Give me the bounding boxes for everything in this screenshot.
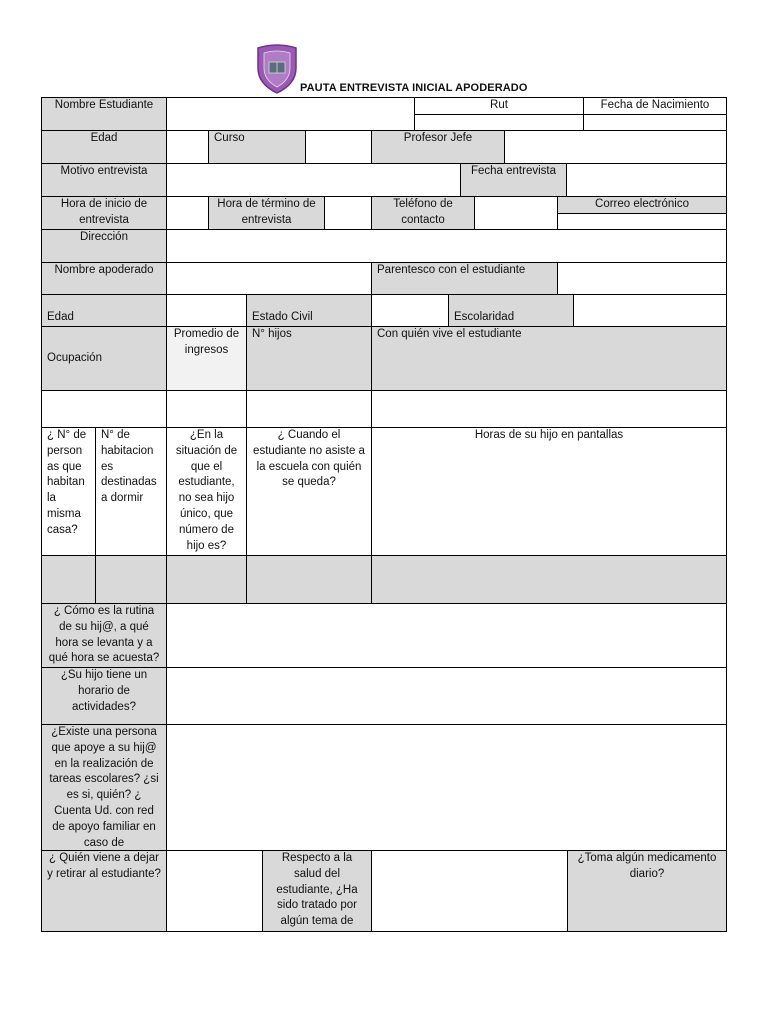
field-escolaridad[interactable] (573, 294, 727, 327)
field-profesor-jefe[interactable] (504, 130, 727, 164)
label-ocupacion: Ocupación (41, 326, 167, 391)
label-no-asiste: ¿ Cuando el estudiante no asiste a la escuela con quién se queda? (246, 427, 372, 556)
field-hora-termino[interactable] (324, 196, 372, 230)
field-no-asiste[interactable] (246, 555, 372, 604)
field-correo[interactable] (557, 213, 727, 230)
field-curso[interactable] (305, 130, 372, 164)
label-correo: Correo electrónico (557, 196, 727, 214)
label-hijo-unico: ¿En la situación de que el estudiante, no sea hijo único, que número de hijo es? (166, 427, 247, 556)
label-promedio-ingresos: Promedio de ingresos (166, 326, 247, 391)
field-nombre-apoderado[interactable] (166, 262, 372, 295)
label-curso: Curso (208, 130, 306, 164)
field-salud[interactable] (371, 850, 568, 932)
label-direccion: Dirección (41, 229, 167, 263)
page-title: PAUTA ENTREVISTA INICIAL APODERADO (300, 82, 528, 94)
field-nombre-estudiante[interactable] (166, 97, 415, 131)
field-fecha-nacimiento[interactable] (583, 114, 727, 131)
field-n-habitaciones[interactable] (95, 555, 167, 604)
label-escolaridad: Escolaridad (448, 294, 574, 327)
field-motivo-entrevista[interactable] (166, 163, 461, 197)
label-profesor-jefe: Profesor Jefe (371, 130, 505, 164)
field-con-quien-vive[interactable] (371, 390, 727, 428)
label-nombre-estudiante: Nombre Estudiante (41, 97, 167, 131)
field-hijo-unico[interactable] (166, 555, 247, 604)
label-telefono: Teléfono de contacto (371, 196, 475, 230)
label-estado-civil: Estado Civil (246, 294, 372, 327)
label-quien-retira: ¿ Quién viene a dejar y retirar al estudiante? (41, 850, 167, 932)
field-rut[interactable] (414, 114, 584, 131)
label-rut: Rut (414, 97, 584, 115)
label-fecha-nacimiento: Fecha de Nacimiento (583, 97, 727, 115)
label-n-hijos: N° hijos (246, 326, 372, 391)
field-estado-civil[interactable] (371, 294, 449, 327)
label-con-quien-vive: Con quién vive el estudiante (371, 326, 727, 391)
field-hora-inicio[interactable] (166, 196, 209, 230)
field-quien-retira[interactable] (166, 850, 263, 932)
label-edad-apoderado: Edad (41, 294, 167, 327)
field-edad[interactable] (166, 130, 209, 164)
label-hora-inicio: Hora de inicio de entrevista (41, 196, 167, 230)
field-edad-apoderado[interactable] (166, 294, 247, 327)
label-n-personas: ¿ N° de person as que habitan la misma casa? (41, 427, 96, 556)
field-direccion[interactable] (166, 229, 727, 263)
field-horario-actividades[interactable] (166, 667, 727, 725)
field-ocupacion[interactable] (41, 390, 167, 428)
label-nombre-apoderado: Nombre apoderado (41, 262, 167, 295)
school-shield-icon (256, 44, 298, 94)
field-horas-pantallas[interactable] (371, 555, 727, 604)
label-n-habitaciones: N° de habitacion es destinadas a dormir (95, 427, 167, 556)
label-edad: Edad (41, 130, 167, 164)
field-rutina[interactable] (166, 603, 727, 668)
label-hora-termino: Hora de término de entrevista (208, 196, 325, 230)
label-salud: Respecto a la salud del estudiante, ¿Ha sido tratado por algún tema de (262, 850, 372, 932)
field-fecha-entrevista[interactable] (566, 163, 727, 197)
field-telefono[interactable] (474, 196, 558, 230)
label-apoyo: ¿Existe una persona que apoye a su hij@ en la realización de tareas escolares? ¿si es si, quién? ¿ Cuenta Ud. con red de apoyo familiar en caso de (41, 724, 167, 851)
label-parentesco: Parentesco con el estudiante (371, 262, 558, 295)
label-motivo-entrevista: Motivo entrevista (41, 163, 167, 197)
label-medicamento: ¿Toma algún medicamento diario? (567, 850, 727, 932)
label-horas-pantallas: Horas de su hijo en pantallas (371, 427, 727, 556)
label-horario-actividades: ¿Su hijo tiene un horario de actividades? (41, 667, 167, 725)
field-parentesco[interactable] (557, 262, 727, 295)
field-n-personas[interactable] (41, 555, 96, 604)
label-rutina: ¿ Cómo es la rutina de su hij@, a qué hora se levanta y a qué hora se acuesta? (41, 603, 167, 668)
field-n-hijos[interactable] (246, 390, 372, 428)
field-apoyo[interactable] (166, 724, 727, 851)
label-fecha-entrevista: Fecha entrevista (460, 163, 567, 197)
field-promedio-ingresos[interactable] (166, 390, 247, 428)
